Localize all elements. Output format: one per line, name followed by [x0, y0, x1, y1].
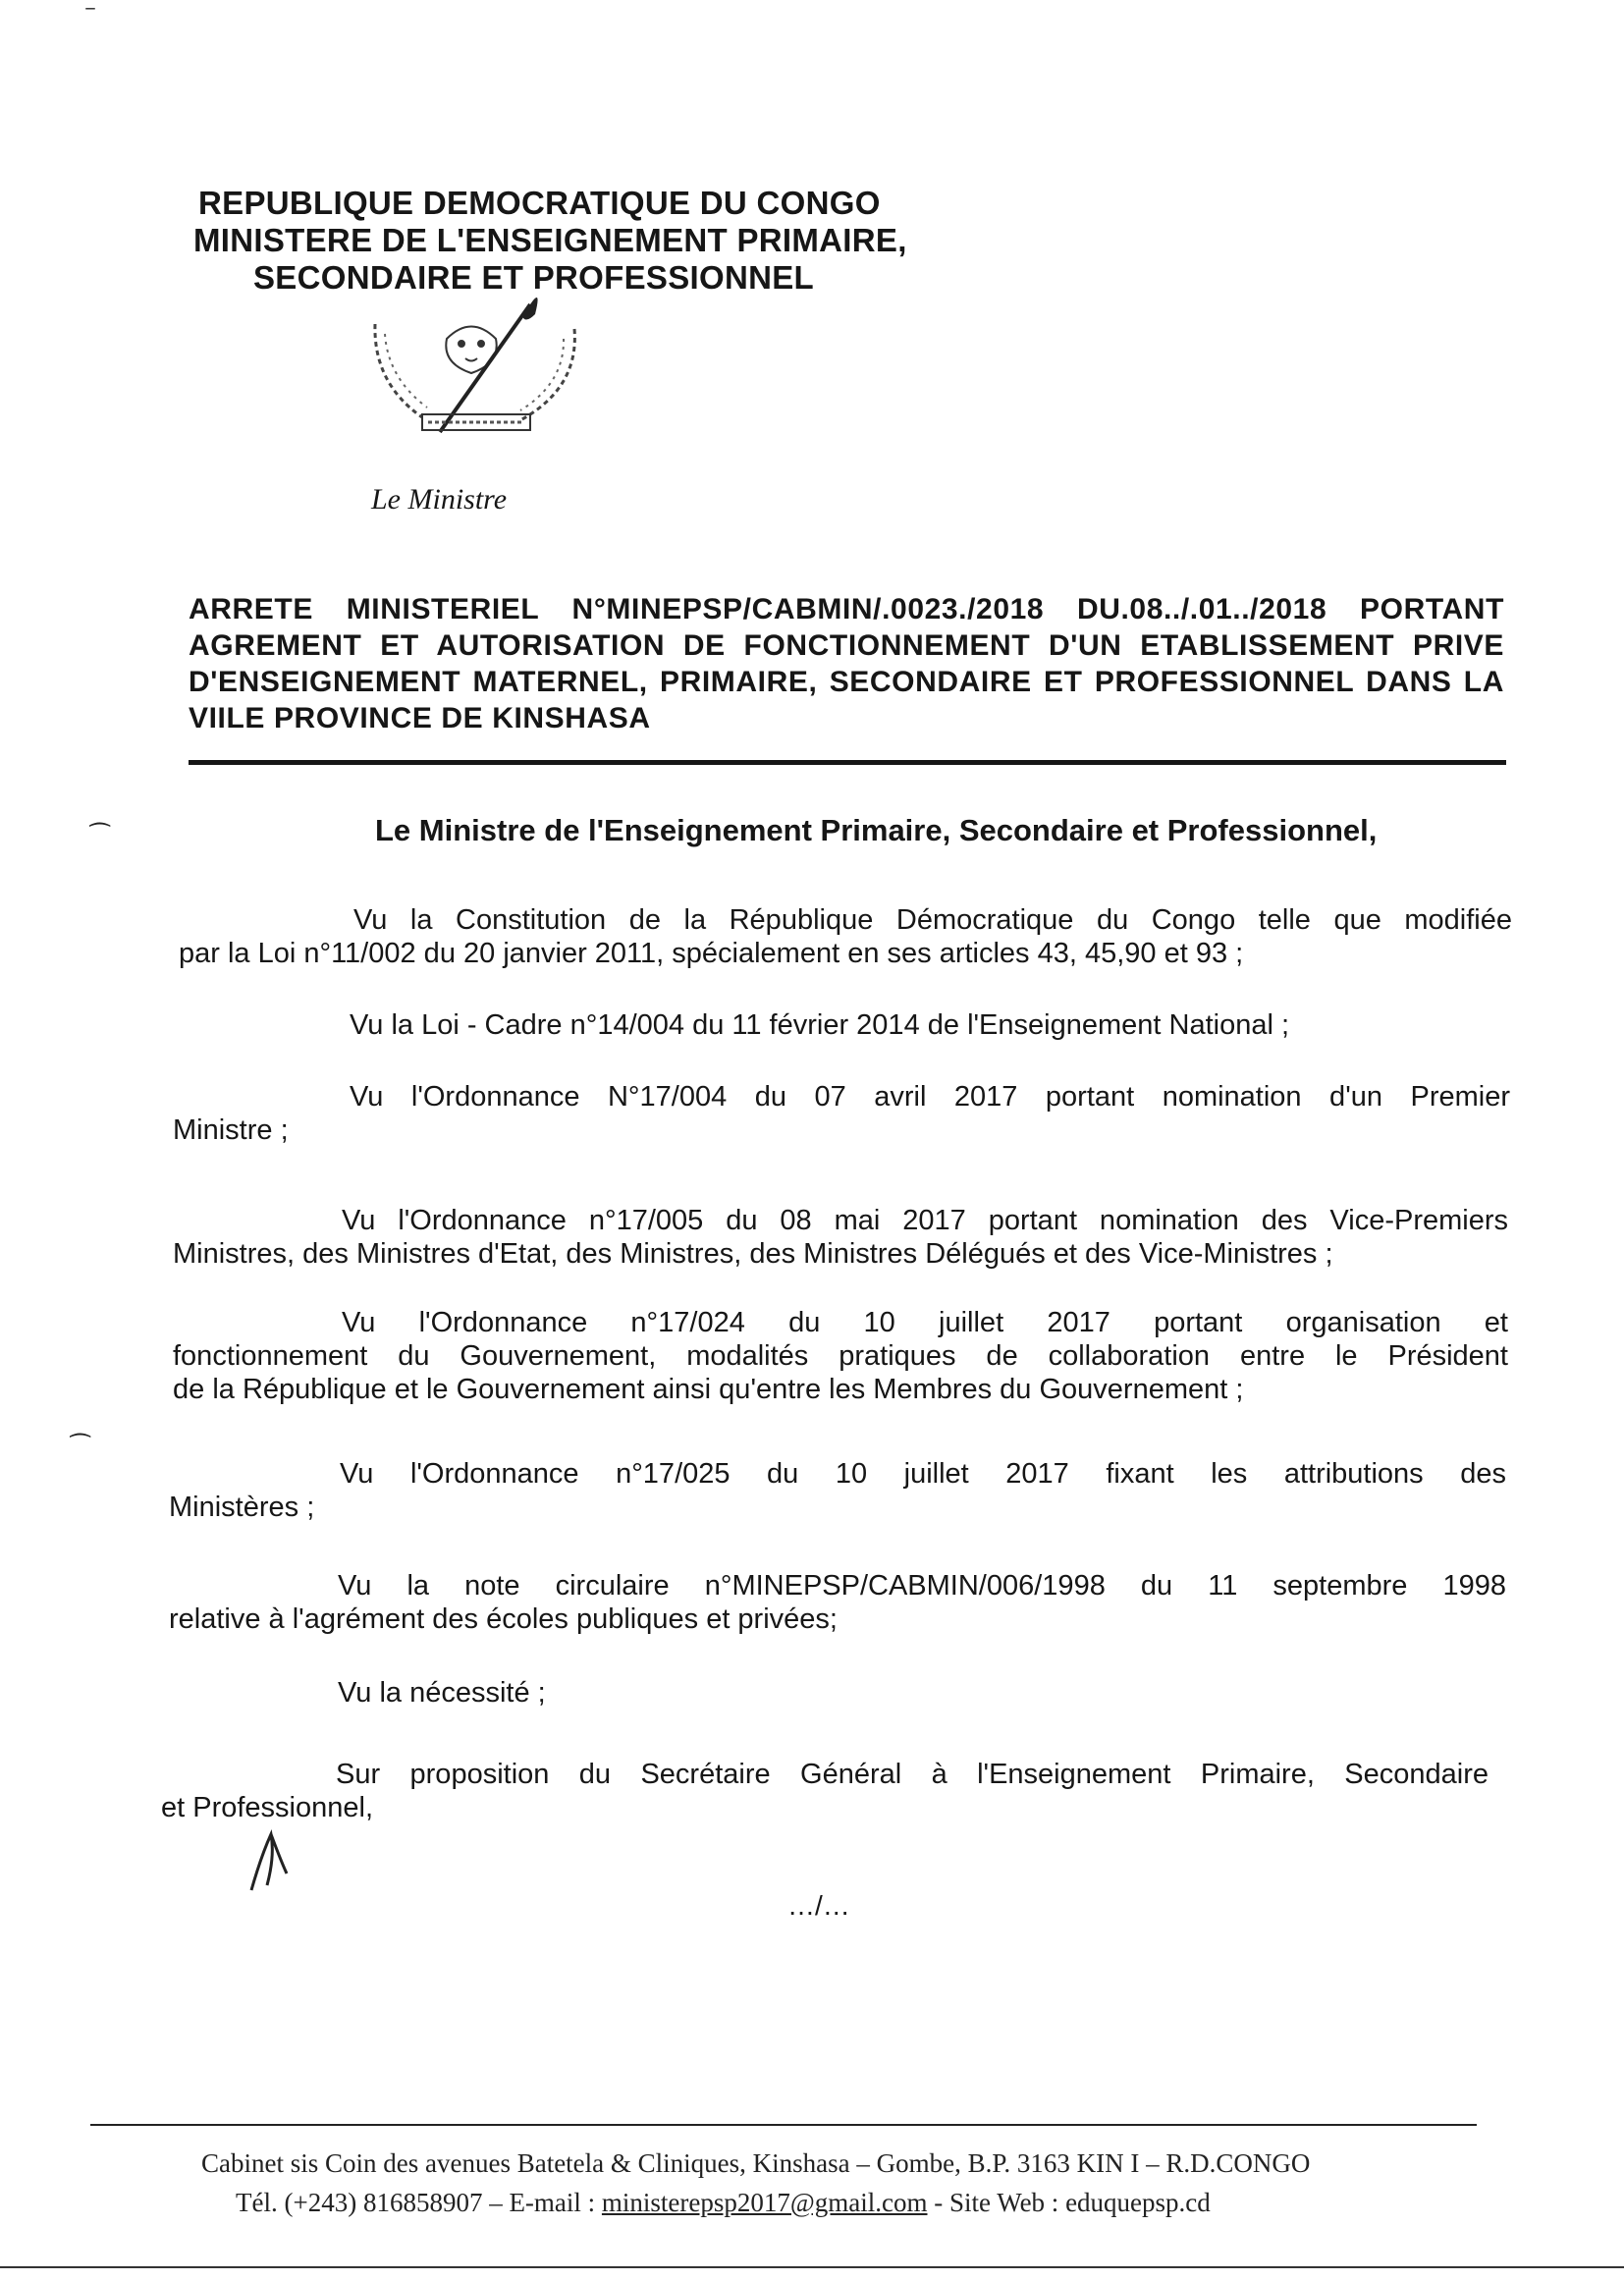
- paragraph-ordonnance-ministres: [173, 1204, 1508, 1271]
- paragraph-line: de la République et le Gouvernement ainsi qu'entre les Membres du Gouvernement ;: [173, 1374, 1244, 1405]
- footer-contact: [236, 2188, 1512, 2218]
- footer-address: Cabinet sis Coin des avenues Batetela & Cliniques, Kinshasa – Gombe, B.P. 3163 KIN I – R.D.CONGO: [201, 2148, 1311, 2178]
- paragraph-constitution: [179, 903, 1512, 970]
- paragraph-ordonnance-premier-ministre: [173, 1080, 1510, 1147]
- header-ministry-cont: SECONDAIRE ET PROFESSIONNEL: [253, 259, 815, 296]
- arrete-line-4: VIILE PROVINCE DE KINSHASA: [189, 702, 651, 734]
- arrete-line-1: ARRETE MINISTERIEL N°MINEPSP/CABMIN/.0023./2018 DU.08../.01../2018 PORTANT: [189, 593, 1504, 625]
- margin-mark: ⁀: [90, 824, 110, 850]
- arrete-line-3: D'ENSEIGNEMENT MATERNEL, PRIMAIRE, SECONDAIRE ET PROFESSIONNEL DANS LA: [189, 666, 1504, 698]
- paragraph-line: fonctionnement du Gouvernement, modalités pratiques de collaboration entre le Président: [173, 1340, 1508, 1372]
- paragraph-line: et Professionnel,: [161, 1792, 374, 1823]
- paragraph-ordonnance-gouvernement: [173, 1306, 1508, 1406]
- paragraph-line: Sur proposition du Secrétaire Général à l'Enseignement Primaire, Secondaire: [336, 1759, 1489, 1790]
- paragraph-line: Ministre ;: [173, 1114, 289, 1146]
- paragraph-line: Vu l'Ordonnance n°17/005 du 08 mai 2017 portant nomination des Vice-Premiers: [342, 1205, 1508, 1236]
- paragraph-ordonnance-ministeres: [169, 1457, 1506, 1524]
- paragraph-line: Ministres, des Ministres d'Etat, des Ministres, des Ministres Délégués et des Vice-Ministres ;: [173, 1238, 1333, 1270]
- paragraph-line: Vu l'Ordonnance n°17/025 du 10 juillet 2017 fixant les attributions des: [340, 1458, 1506, 1490]
- minister-heading: Le Ministre de l'Enseignement Primaire, Secondaire et Professionnel,: [375, 813, 1378, 847]
- paragraph-proposition: [161, 1758, 1489, 1824]
- paragraph-line: Vu l'Ordonnance N°17/004 du 07 avril 2017 portant nomination d'un Premier: [350, 1081, 1510, 1113]
- paragraph-line: Vu la Constitution de la République Démocratique du Congo telle que modifiée: [353, 904, 1512, 936]
- paragraph-loi-cadre: Vu la Loi - Cadre n°14/004 du 11 février 2014 de l'Enseignement National ;: [350, 1009, 1290, 1041]
- paragraph-line: Ministères ;: [169, 1492, 315, 1523]
- footer-email-link[interactable]: ministerepsp2017@gmail.com: [601, 2188, 928, 2217]
- footer-divider: [90, 2124, 1477, 2126]
- minister-signature: Le Ministre: [371, 483, 508, 516]
- paragraph-line: Vu l'Ordonnance n°17/024 du 10 juillet 2017 portant organisation et: [342, 1307, 1508, 1338]
- paragraph-line: par la Loi n°11/002 du 20 janvier 2011, spécialement en ses articles 43, 45,90 et 93 ;: [179, 938, 1244, 969]
- page-bottom-edge: [0, 2266, 1624, 2268]
- paragraph-line: Vu la note circulaire n°MINEPSP/CABMIN/006/1998 du 11 septembre 1998: [338, 1570, 1506, 1602]
- paragraph-line: relative à l'agrément des écoles publiques et privées;: [169, 1603, 838, 1635]
- footer-website: - Site Web : eduquepsp.cd: [927, 2188, 1211, 2217]
- continuation-mark: …/…: [787, 1890, 850, 1921]
- initial-signature-icon: [244, 1826, 293, 1895]
- paragraph-note-circulaire: [169, 1569, 1506, 1636]
- header-republic: REPUBLIQUE DEMOCRATIQUE DU CONGO: [198, 185, 881, 221]
- header-ministry: MINISTERE DE L'ENSEIGNEMENT PRIMAIRE,: [193, 222, 907, 258]
- paragraph-necessite: Vu la nécessité ;: [338, 1677, 546, 1709]
- footer-phone: Tél. (+243) 816858907 – E-mail :: [236, 2188, 602, 2217]
- margin-mark: ⁀: [71, 1435, 90, 1461]
- title-divider: [189, 760, 1506, 765]
- coat-of-arms-icon: [363, 295, 589, 442]
- arrete-line-2: AGREMENT ET AUTORISATION DE FONCTIONNEMENT D'UN ETABLISSEMENT PRIVE: [189, 629, 1504, 662]
- arrete-title: [189, 591, 1504, 736]
- margin-mark: ‾: [86, 6, 94, 32]
